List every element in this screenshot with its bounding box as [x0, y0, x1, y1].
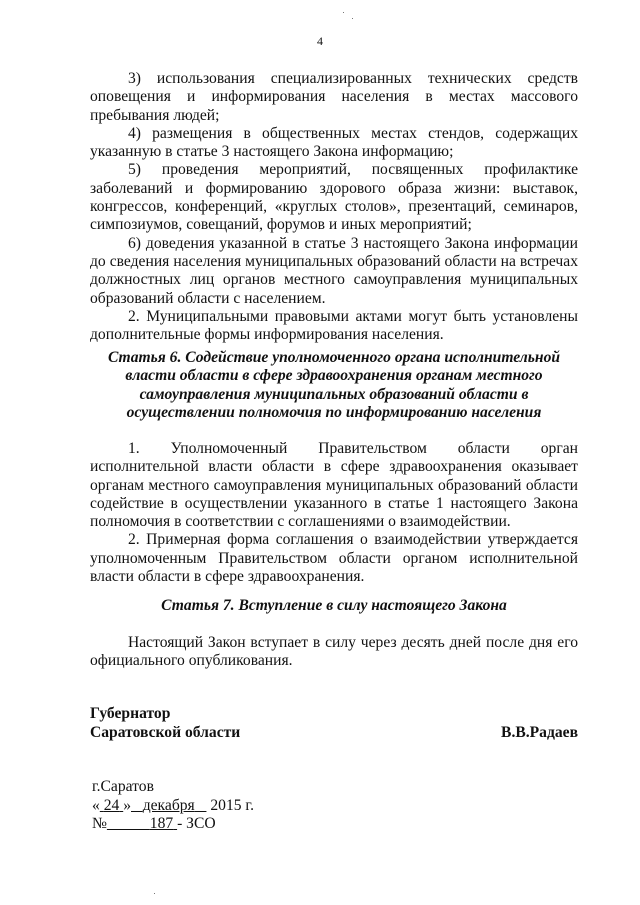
signatory-title-line-2: Саратовской области: [90, 723, 241, 741]
list-item-6: 6) доведения указанной в статье 3 настоящего Закона информации до сведения населения муниципальных образований области на встречах должностных лиц органов местного самоуправления муниципальных образований области с населением.: [90, 234, 578, 307]
number-suffix: - ЗСО: [177, 815, 216, 833]
city: г.Саратов: [92, 778, 154, 795]
list-item-4: 4) размещения в общественных местах стендов, содержащих указанную в статье 3 настоящего Закона информацию;: [90, 124, 578, 161]
article-7-body: [90, 634, 578, 671]
date-year: 2015 г.: [210, 796, 254, 814]
list-section: [90, 70, 578, 344]
document-number: 187: [149, 815, 174, 833]
date-line: [92, 797, 254, 816]
article-6-paragraph-1: 1. Уполномоченный Правительством области орган исполнительной власти области в сфере здравоохранения оказывает органам местного самоуправления муниципальных образований области содействие в осуществлении указанного в статье 1 настоящего Закона полномочия в соответствии с соглашениями о взаимодействии.: [90, 440, 578, 531]
date-day: 24: [103, 796, 120, 814]
page-number: 4: [317, 34, 323, 48]
article-7-paragraph-1: Настоящий Закон вступает в силу через десять дней после дня его официального опубликования.: [90, 634, 578, 670]
article-7-heading: Статья 7. Вступление в силу настоящего Закона: [161, 597, 507, 614]
article-6-paragraph-2: 2. Примерная форма соглашения о взаимодействии утверждается уполномоченным Правительством области органом исполнительной власти области в сфере здравоохранения.: [90, 531, 578, 586]
date-open-quote: «: [92, 796, 100, 814]
document-footer: [92, 778, 254, 834]
paragraph-2: 2. Муниципальными правовыми актами могут быть установлены дополнительные формы информирования населения.: [90, 307, 578, 344]
date-close-quote: »: [123, 796, 131, 814]
date-month: декабря: [142, 796, 195, 814]
scan-speck: [343, 12, 344, 13]
article-6-body: [90, 440, 578, 586]
number-line: [92, 815, 254, 834]
scan-speck: [352, 18, 353, 19]
signatory-name: В.В.Радаев: [501, 724, 578, 741]
list-item-3: 3) использования специализированных технических средств оповещения и информирования населения в местах массового пребывания людей;: [90, 70, 578, 124]
scan-speck: [154, 893, 155, 894]
signatory-title-line-1: Губернатор: [90, 705, 171, 722]
number-prefix: №: [92, 815, 107, 833]
article-6-heading: Статья 6. Содействие уполномоченного органа исполнительной власти области в сфере здравоохранения органам местного самоуправления муниципальных образований области в осуществлении полномочия по информированию населения: [107, 349, 561, 421]
list-item-5: 5) проведения мероприятий, посвященных профилактике заболеваний и формированию здорового образа жизни: выставок, конгрессов, конференций, «круглых столов», презентаций, семинаров, симпозиумов, совещаний, форумов и иных мероприятий;: [90, 161, 578, 234]
signatory-title: [90, 705, 240, 742]
